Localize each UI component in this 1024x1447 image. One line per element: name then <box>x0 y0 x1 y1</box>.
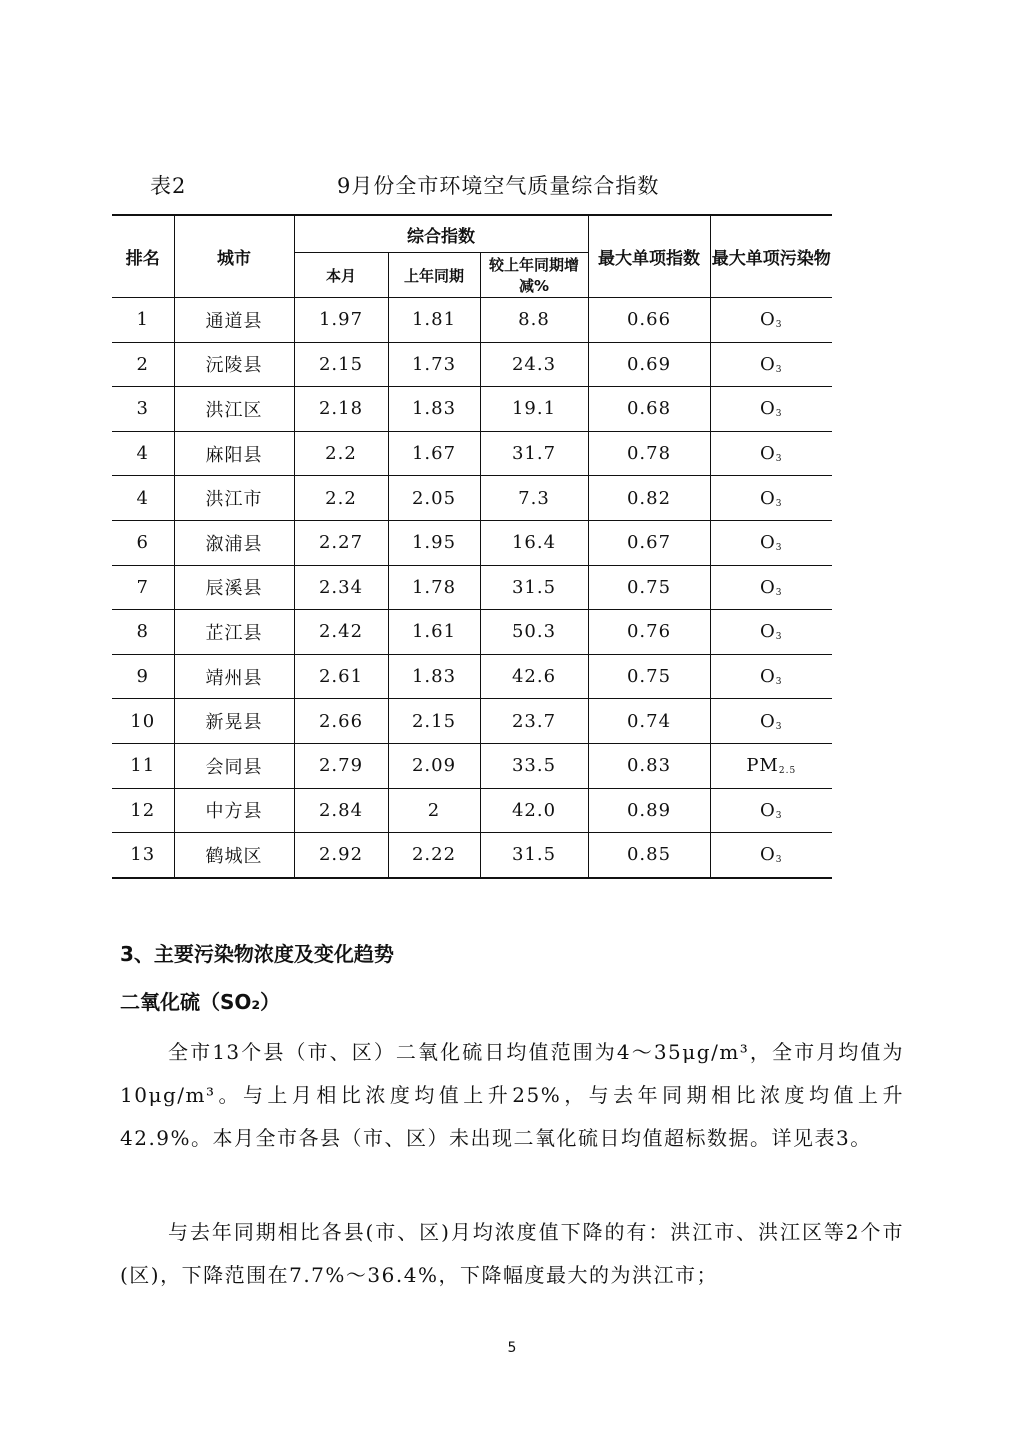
table-row <box>112 342 832 387</box>
cell-change: 50.3 <box>480 610 588 655</box>
cell-last-year: 1.83 <box>388 387 480 432</box>
table-label: 表2 <box>150 174 187 198</box>
table-row <box>112 565 832 610</box>
cell-last-year: 2.05 <box>388 476 480 521</box>
cell-max-pollutant <box>710 833 832 878</box>
cell-city: 会同县 <box>174 743 294 788</box>
cell-city: 靖州县 <box>174 654 294 699</box>
cell-last-year: 2 <box>388 788 480 833</box>
table-title: 9月份全市环境空气质量综合指数 <box>337 174 660 198</box>
cell-rank: 1 <box>112 298 174 343</box>
cell-this-month: 2.27 <box>294 520 388 565</box>
pollutant-name: O <box>760 710 776 732</box>
cell-change: 31.7 <box>480 431 588 476</box>
cell-city: 中方县 <box>174 788 294 833</box>
cell-max-pollutant <box>710 743 832 788</box>
header-composite: 综合指数 <box>294 215 588 253</box>
cell-this-month: 2.18 <box>294 387 388 432</box>
cell-rank: 4 <box>112 476 174 521</box>
cell-change: 23.7 <box>480 699 588 744</box>
pollutant-subscript: 2.5 <box>778 766 797 777</box>
cell-max-pollutant <box>710 654 832 699</box>
cell-city: 芷江县 <box>174 610 294 655</box>
paragraph-1: 全市13个县（市、区）二氧化硫日均值范围为4～35μg/m³，全市月均值为10μg/m³。与上月相比浓度均值上升25%，与去年同期相比浓度均值上升42.9%。本月全市各县（市、区）未出现二氧化硫日均值超标数据。详见表3。 <box>120 1040 904 1150</box>
cell-change: 42.0 <box>480 788 588 833</box>
cell-max-pollutant <box>710 610 832 655</box>
page-number: 5 <box>507 1340 517 1356</box>
table-row <box>112 431 832 476</box>
pollutant-name: O <box>760 576 776 598</box>
cell-city: 洪江区 <box>174 387 294 432</box>
cell-rank: 12 <box>112 788 174 833</box>
cell-city: 麻阳县 <box>174 431 294 476</box>
pollutant-name: O <box>760 799 776 821</box>
header-city: 城市 <box>174 215 294 298</box>
table-row <box>112 476 832 521</box>
pollutant-name: O <box>760 487 776 509</box>
cell-city: 溆浦县 <box>174 520 294 565</box>
pollutant-subscript: 3 <box>775 320 783 331</box>
cell-this-month: 2.2 <box>294 476 388 521</box>
cell-last-year: 2.09 <box>388 743 480 788</box>
cell-max-index: 0.82 <box>588 476 710 521</box>
table-row <box>112 833 832 878</box>
pollutant-name: O <box>760 443 776 465</box>
cell-this-month: 2.15 <box>294 342 388 387</box>
cell-change: 31.5 <box>480 833 588 878</box>
pollutant-subscript: 3 <box>775 632 783 643</box>
pollutant-subscript: 3 <box>775 810 783 821</box>
pollutant-subscript: 3 <box>775 543 783 554</box>
cell-change: 16.4 <box>480 520 588 565</box>
cell-this-month: 2.61 <box>294 654 388 699</box>
section-heading: 3、主要污染物浓度及变化趋势 <box>120 942 394 966</box>
table-row <box>112 298 832 343</box>
cell-rank: 10 <box>112 699 174 744</box>
cell-max-pollutant <box>710 520 832 565</box>
header-this-month: 本月 <box>294 253 388 298</box>
cell-max-pollutant <box>710 788 832 833</box>
cell-last-year: 1.95 <box>388 520 480 565</box>
table-row <box>112 788 832 833</box>
cell-last-year: 1.73 <box>388 342 480 387</box>
cell-max-index: 0.67 <box>588 520 710 565</box>
cell-change: 8.8 <box>480 298 588 343</box>
cell-max-index: 0.66 <box>588 298 710 343</box>
section-subheading: 二氧化硫（SO₂） <box>120 990 281 1014</box>
table-row <box>112 699 832 744</box>
pollutant-name: O <box>760 666 776 688</box>
cell-max-pollutant <box>710 342 832 387</box>
cell-this-month: 2.42 <box>294 610 388 655</box>
cell-last-year: 1.78 <box>388 565 480 610</box>
cell-max-index: 0.69 <box>588 342 710 387</box>
cell-this-month: 2.2 <box>294 431 388 476</box>
cell-change: 19.1 <box>480 387 588 432</box>
pollutant-name: O <box>760 844 776 866</box>
pollutant-name: O <box>760 353 776 375</box>
cell-city: 新晃县 <box>174 699 294 744</box>
cell-last-year: 2.15 <box>388 699 480 744</box>
cell-rank: 7 <box>112 565 174 610</box>
cell-max-pollutant <box>710 699 832 744</box>
header-change: 较上年同期增减% <box>480 253 588 298</box>
cell-city: 鹤城区 <box>174 833 294 878</box>
cell-city: 辰溪县 <box>174 565 294 610</box>
cell-rank: 2 <box>112 342 174 387</box>
cell-rank: 6 <box>112 520 174 565</box>
pollutant-name: O <box>760 532 776 554</box>
cell-max-pollutant <box>710 387 832 432</box>
cell-change: 33.5 <box>480 743 588 788</box>
cell-max-index: 0.68 <box>588 387 710 432</box>
cell-max-index: 0.89 <box>588 788 710 833</box>
cell-this-month: 2.79 <box>294 743 388 788</box>
cell-max-index: 0.78 <box>588 431 710 476</box>
cell-rank: 4 <box>112 431 174 476</box>
cell-city: 沅陵县 <box>174 342 294 387</box>
pollutant-subscript: 3 <box>775 364 783 375</box>
cell-change: 24.3 <box>480 342 588 387</box>
header-last-year: 上年同期 <box>388 253 480 298</box>
header-max-index: 最大单项指数 <box>588 215 710 298</box>
cell-max-index: 0.75 <box>588 654 710 699</box>
pollutant-subscript: 3 <box>775 587 783 598</box>
header-max-pollutant: 最大单项污染物 <box>710 215 832 298</box>
table-body <box>112 298 832 878</box>
pollutant-name: O <box>760 309 776 331</box>
cell-last-year: 2.22 <box>388 833 480 878</box>
cell-max-index: 0.76 <box>588 610 710 655</box>
cell-this-month: 2.84 <box>294 788 388 833</box>
cell-max-pollutant <box>710 431 832 476</box>
pollutant-subscript: 3 <box>775 409 783 420</box>
cell-city: 洪江市 <box>174 476 294 521</box>
cell-max-pollutant <box>710 565 832 610</box>
pollutant-name: O <box>760 621 776 643</box>
cell-last-year: 1.67 <box>388 431 480 476</box>
cell-rank: 3 <box>112 387 174 432</box>
table-row <box>112 520 832 565</box>
cell-rank: 13 <box>112 833 174 878</box>
table-row <box>112 654 832 699</box>
pollutant-subscript: 3 <box>775 677 783 688</box>
cell-last-year: 1.83 <box>388 654 480 699</box>
cell-last-year: 1.81 <box>388 298 480 343</box>
cell-change: 7.3 <box>480 476 588 521</box>
pollutant-subscript: 3 <box>775 721 783 732</box>
cell-max-index: 0.85 <box>588 833 710 878</box>
cell-this-month: 2.34 <box>294 565 388 610</box>
header-rank: 排名 <box>112 215 174 298</box>
pollutant-subscript: 3 <box>775 454 783 465</box>
cell-rank: 11 <box>112 743 174 788</box>
cell-this-month: 1.97 <box>294 298 388 343</box>
cell-max-pollutant <box>710 476 832 521</box>
cell-city: 通道县 <box>174 298 294 343</box>
table-row <box>112 743 832 788</box>
pollutant-name: O <box>760 398 776 420</box>
cell-this-month: 2.92 <box>294 833 388 878</box>
cell-max-index: 0.83 <box>588 743 710 788</box>
cell-rank: 8 <box>112 610 174 655</box>
cell-change: 42.6 <box>480 654 588 699</box>
cell-max-pollutant <box>710 298 832 343</box>
cell-max-index: 0.75 <box>588 565 710 610</box>
cell-this-month: 2.66 <box>294 699 388 744</box>
cell-rank: 9 <box>112 654 174 699</box>
table-row <box>112 610 832 655</box>
pollutant-subscript: 3 <box>775 855 783 866</box>
cell-max-index: 0.74 <box>588 699 710 744</box>
cell-last-year: 1.61 <box>388 610 480 655</box>
pollutant-subscript: 3 <box>775 498 783 509</box>
cell-change: 31.5 <box>480 565 588 610</box>
paragraph-2: 与去年同期相比各县(市、区)月均浓度值下降的有：洪江市、洪江区等2个市(区)，下降范围在7.7%～36.4%，下降幅度最大的为洪江市； <box>120 1220 904 1287</box>
pollutant-name: PM <box>746 755 779 777</box>
air-quality-table <box>112 214 832 879</box>
table-row <box>112 387 832 432</box>
